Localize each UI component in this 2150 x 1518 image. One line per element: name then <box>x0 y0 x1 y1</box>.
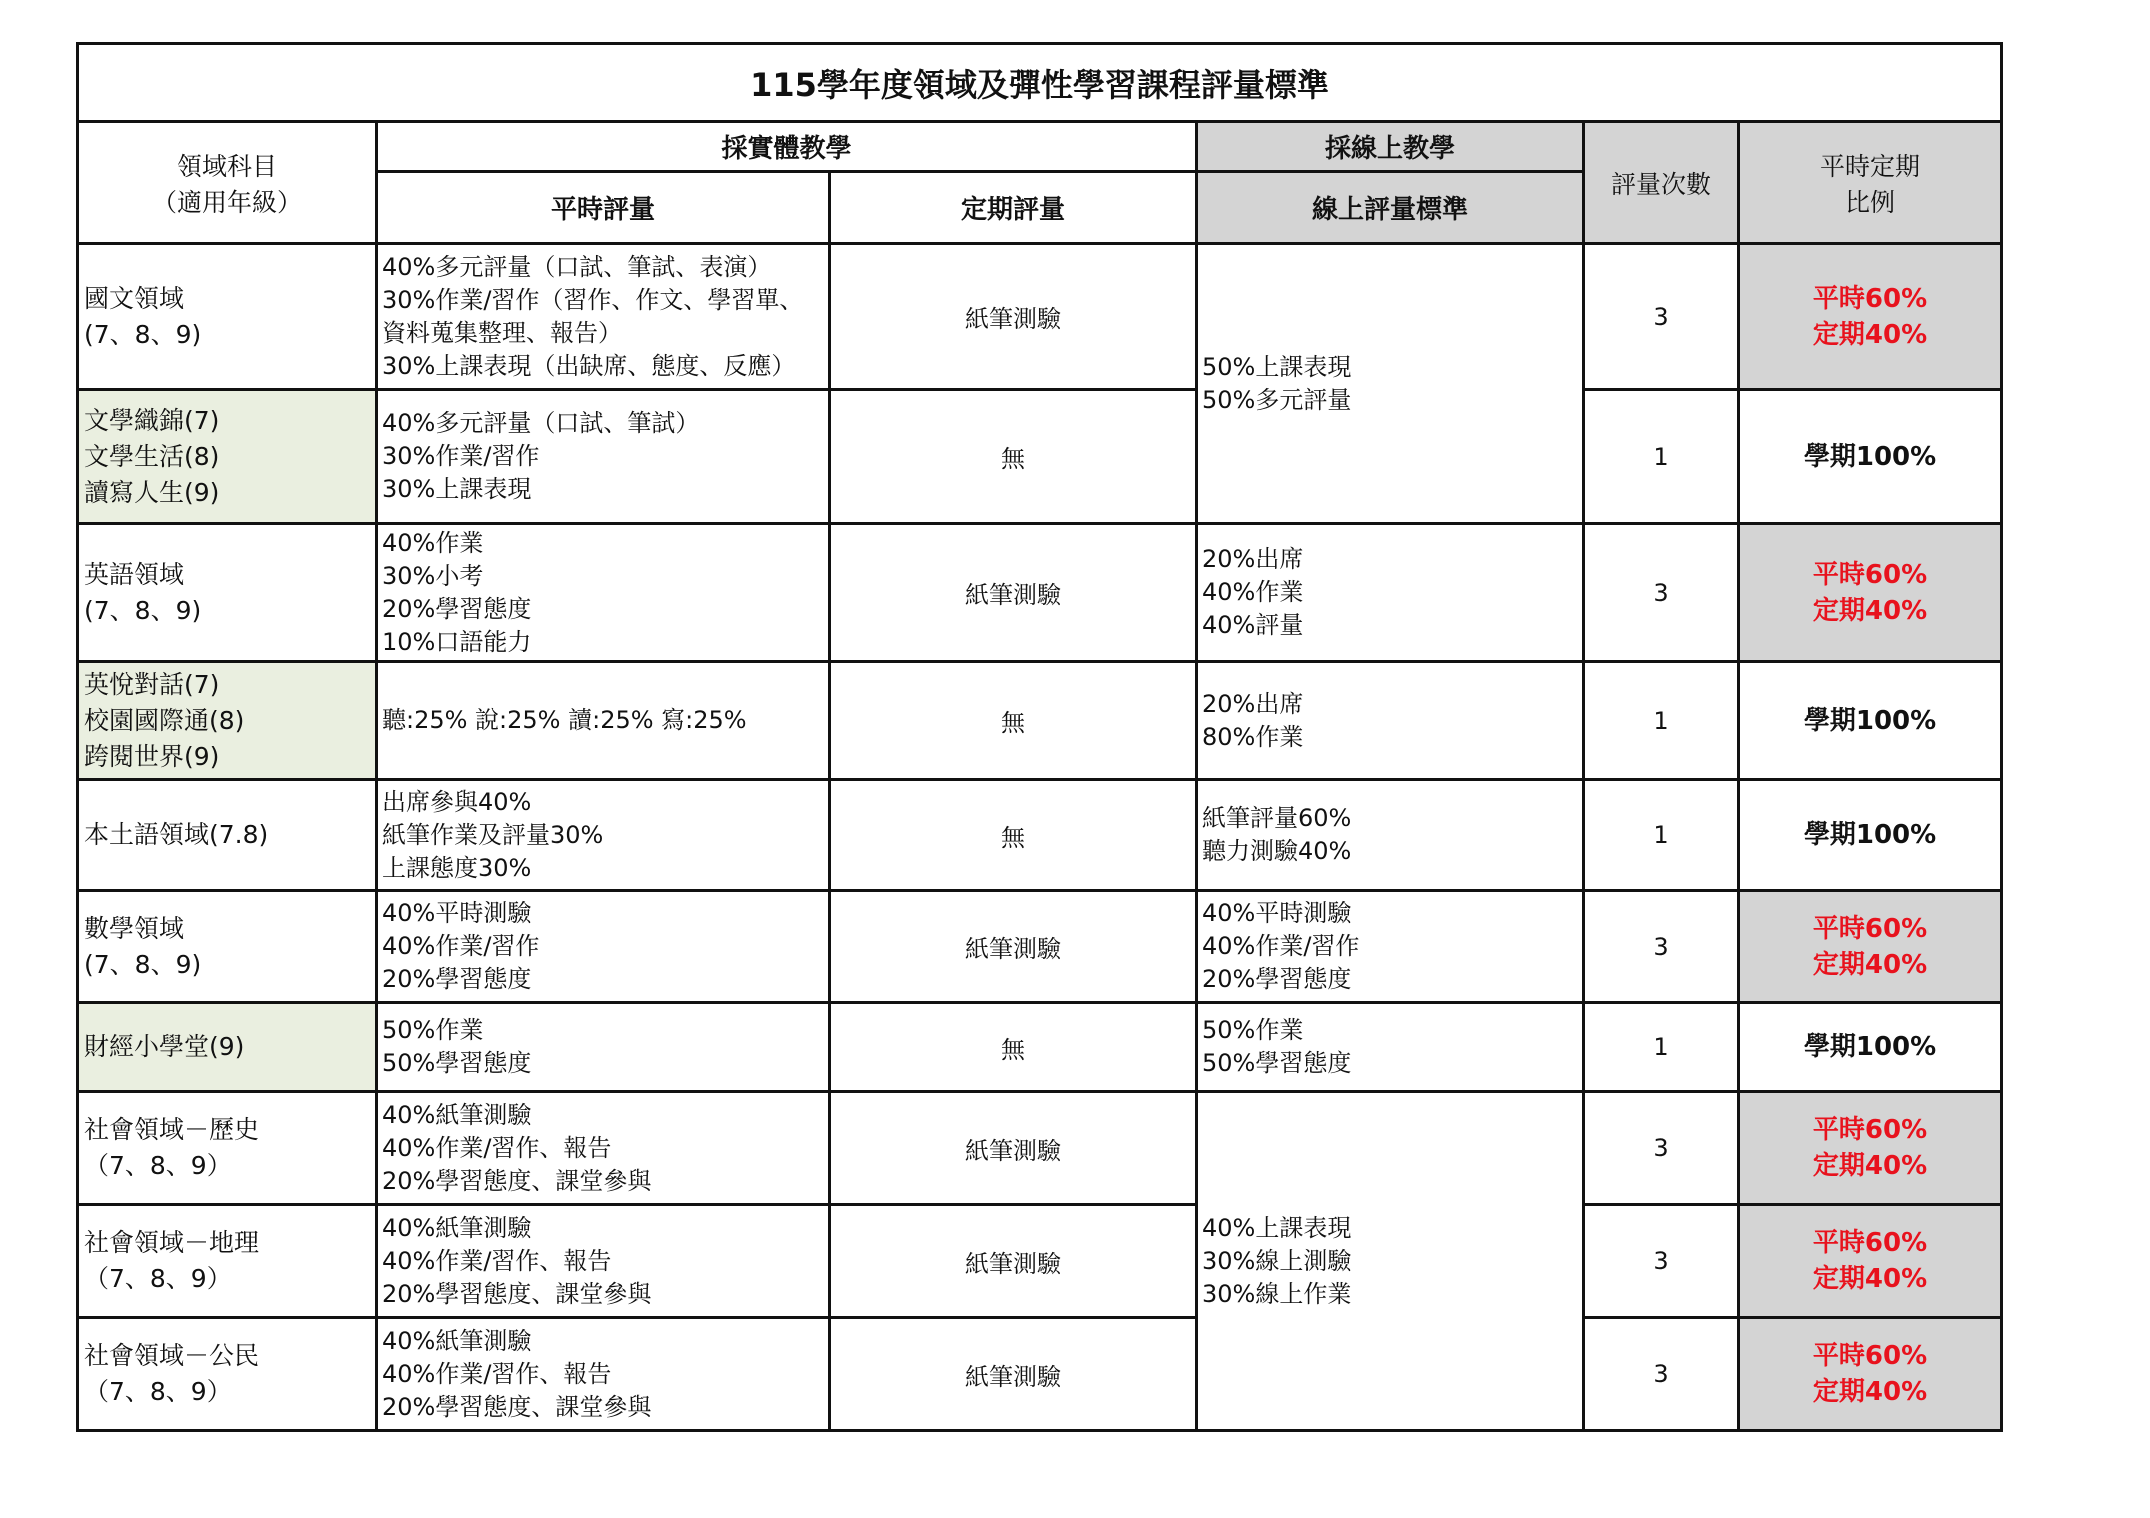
daily-item: 50%作業 <box>382 1016 484 1044</box>
periodic-cell: 紙筆測驗 <box>830 1092 1197 1205</box>
daily-cell <box>377 524 830 662</box>
header-subject-grade: （適用年級） <box>151 187 302 217</box>
online-item: 40%上課表現 <box>1202 1213 1352 1242</box>
ratio-cell <box>1739 1205 2002 1318</box>
daily-item: 紙筆作業及評量30% <box>382 820 604 849</box>
periodic-cell: 無 <box>830 390 1197 524</box>
online-cell <box>1197 1003 1584 1092</box>
header-count: 評量次數 <box>1584 122 1739 244</box>
header-online: 採線上教學 <box>1197 122 1584 172</box>
subject-name: 校園國際通(8) <box>84 705 245 735</box>
table-row <box>78 244 2002 390</box>
ratio-term: 學期100% <box>1803 441 1937 472</box>
daily-item: 20%學習態度、課堂參與 <box>382 1279 652 1308</box>
online-item: 40%平時測驗 <box>1202 899 1352 927</box>
daily-item: 40%多元評量（口試、筆試） <box>382 409 700 437</box>
subject-cell <box>78 244 377 390</box>
ratio-cell <box>1739 1003 2002 1092</box>
ratio-cell <box>1739 662 2002 780</box>
online-item: 50%上課表現 <box>1202 352 1352 381</box>
count-cell: 3 <box>1584 1318 1739 1431</box>
daily-item: 40%作業/習作、報告 <box>382 1133 612 1162</box>
online-item: 30%線上作業 <box>1202 1279 1352 1308</box>
subject-name: 讀寫人生(9) <box>84 477 220 507</box>
daily-item: 50%學習態度 <box>382 1049 532 1077</box>
ratio-daily: 平時60% <box>1812 283 1928 314</box>
daily-item: 出席參與40% <box>382 787 532 816</box>
table-row <box>78 780 2002 891</box>
header-online-standard: 線上評量標準 <box>1197 172 1584 244</box>
count-cell: 1 <box>1584 1003 1739 1092</box>
ratio-periodic: 定期40% <box>1812 1151 1928 1181</box>
subject-cell <box>78 662 377 780</box>
subject-grade: (7、8、9) <box>84 595 202 625</box>
subject-grade: （7、8、9） <box>84 1264 232 1293</box>
online-item: 80%作業 <box>1202 722 1304 751</box>
daily-cell <box>377 1003 830 1092</box>
ratio-cell <box>1739 1318 2002 1431</box>
daily-cell <box>377 780 830 891</box>
daily-item: 聽:25% 說:25% 讀:25% 寫:25% <box>382 706 747 734</box>
count-cell: 3 <box>1584 244 1739 390</box>
daily-item: 40%作業 <box>382 528 484 557</box>
subject-grade: （7、8、9） <box>84 1151 232 1180</box>
count-cell: 1 <box>1584 780 1739 891</box>
ratio-cell <box>1739 891 2002 1003</box>
online-item: 40%評量 <box>1202 611 1304 639</box>
online-item: 40%作業 <box>1202 578 1304 606</box>
subject-cell <box>78 390 377 524</box>
ratio-daily: 平時60% <box>1812 1115 1928 1145</box>
subject-name: 跨閱世界(9) <box>84 741 220 771</box>
periodic-cell: 紙筆測驗 <box>830 524 1197 662</box>
subject-name: 數學領域 <box>84 913 185 943</box>
ratio-term: 學期100% <box>1803 705 1937 736</box>
count-cell: 1 <box>1584 662 1739 780</box>
count-cell: 3 <box>1584 1092 1739 1205</box>
ratio-cell <box>1739 390 2002 524</box>
subject-cell <box>78 1092 377 1205</box>
daily-item: 40%紙筆測驗 <box>382 1326 532 1355</box>
daily-item: 40%作業/習作、報告 <box>382 1246 612 1275</box>
subject-cell <box>78 891 377 1003</box>
online-item: 20%學習態度 <box>1202 965 1352 993</box>
ratio-term: 學期100% <box>1803 820 1937 850</box>
subject-name: 英語領域 <box>84 559 185 589</box>
evaluation-table <box>76 42 2003 1432</box>
daily-item: 上課態度30% <box>382 853 532 882</box>
online-item: 40%作業/習作 <box>1202 932 1360 960</box>
header-periodic: 定期評量 <box>830 172 1197 244</box>
ratio-cell <box>1739 780 2002 891</box>
count-cell: 3 <box>1584 891 1739 1003</box>
subject-cell <box>78 1318 377 1431</box>
daily-item: 30%作業/習作 <box>382 442 540 470</box>
subject-name: 本土語領域(7.8) <box>84 820 269 849</box>
daily-item: 40%紙筆測驗 <box>382 1100 532 1129</box>
periodic-cell: 無 <box>830 780 1197 891</box>
daily-cell <box>377 1318 830 1431</box>
online-cell <box>1197 1092 1584 1431</box>
header-subject <box>78 122 377 244</box>
evaluation-standards-sheet <box>76 42 2000 1432</box>
daily-item: 30%作業/習作（習作、作文、學習單、 <box>382 285 804 314</box>
subject-name: 國文領域 <box>84 283 185 313</box>
daily-item: 40%紙筆測驗 <box>382 1213 532 1242</box>
subject-cell <box>78 524 377 662</box>
daily-item: 40%作業/習作 <box>382 932 540 960</box>
subject-cell <box>78 1205 377 1318</box>
online-item: 50%作業 <box>1202 1016 1304 1044</box>
daily-item: 20%學習態度、課堂參與 <box>382 1392 652 1421</box>
subject-cell <box>78 780 377 891</box>
ratio-cell <box>1739 1092 2002 1205</box>
online-cell <box>1197 244 1584 524</box>
daily-cell <box>377 1205 830 1318</box>
daily-item: 20%學習態度 <box>382 965 532 993</box>
daily-item: 40%作業/習作、報告 <box>382 1359 612 1388</box>
daily-cell <box>377 390 830 524</box>
subject-name: 文學織錦(7) <box>84 405 220 435</box>
periodic-cell: 紙筆測驗 <box>830 244 1197 390</box>
count-cell: 3 <box>1584 524 1739 662</box>
daily-item: 40%平時測驗 <box>382 899 532 927</box>
table-row <box>78 524 2002 662</box>
table-row <box>78 662 2002 780</box>
ratio-term: 學期100% <box>1803 1032 1937 1062</box>
table-row <box>78 1205 2002 1318</box>
online-cell <box>1197 780 1584 891</box>
online-cell <box>1197 891 1584 1003</box>
periodic-cell: 無 <box>830 662 1197 780</box>
subject-name: 財經小學堂(9) <box>84 1032 245 1061</box>
periodic-cell: 紙筆測驗 <box>830 891 1197 1003</box>
daily-item: 10%口語能力 <box>382 627 532 656</box>
ratio-cell <box>1739 244 2002 390</box>
count-cell: 1 <box>1584 390 1739 524</box>
daily-item: 20%學習態度 <box>382 594 532 623</box>
subject-name: 文學生活(8) <box>84 441 220 471</box>
table-title: 115學年度領域及彈性學習課程評量標準 <box>78 44 2002 122</box>
subject-grade: （7、8、9） <box>84 1377 232 1406</box>
ratio-periodic: 定期40% <box>1812 595 1928 626</box>
header-daily: 平時評量 <box>377 172 830 244</box>
table-row <box>78 1318 2002 1431</box>
header-subject-label: 領域科目 <box>176 151 277 181</box>
daily-item: 30%上課表現 <box>382 475 532 503</box>
online-item: 30%線上測驗 <box>1202 1246 1352 1275</box>
ratio-daily: 平時60% <box>1812 1228 1928 1258</box>
periodic-cell: 紙筆測驗 <box>830 1318 1197 1431</box>
ratio-periodic: 定期40% <box>1812 949 1928 980</box>
daily-item: 40%多元評量（口試、筆試、表演） <box>382 252 772 281</box>
subject-name: 社會領域－地理 <box>84 1228 260 1257</box>
daily-item: 20%學習態度、課堂參與 <box>382 1166 652 1195</box>
subject-name: 英悅對話(7) <box>84 669 220 699</box>
subject-cell <box>78 1003 377 1092</box>
subject-grade: (7、8、9) <box>84 319 202 349</box>
subject-name: 社會領域－歷史 <box>84 1115 260 1144</box>
ratio-cell <box>1739 524 2002 662</box>
daily-item: 30%小考 <box>382 561 484 590</box>
online-item: 20%出席 <box>1202 689 1304 718</box>
online-item: 紙筆評量60% <box>1202 804 1352 832</box>
ratio-periodic: 定期40% <box>1812 319 1928 350</box>
table-row <box>78 1003 2002 1092</box>
table-row <box>78 1092 2002 1205</box>
online-item: 50%多元評量 <box>1202 385 1352 414</box>
subject-grade: (7、8、9) <box>84 949 202 979</box>
header-physical: 採實體教學 <box>377 122 1197 172</box>
daily-cell <box>377 244 830 390</box>
periodic-cell: 紙筆測驗 <box>830 1205 1197 1318</box>
daily-cell <box>377 891 830 1003</box>
header-ratio <box>1739 122 2002 244</box>
ratio-periodic: 定期40% <box>1812 1264 1928 1294</box>
online-item: 聽力測驗40% <box>1202 837 1352 865</box>
daily-cell <box>377 1092 830 1205</box>
online-item: 20%出席 <box>1202 545 1304 573</box>
table-row <box>78 390 2002 524</box>
header-ratio-label: 平時定期 <box>1820 151 1921 181</box>
count-cell: 3 <box>1584 1205 1739 1318</box>
header-ratio-sub: 比例 <box>1845 187 1896 217</box>
ratio-daily: 平時60% <box>1812 559 1928 590</box>
ratio-daily: 平時60% <box>1812 1341 1928 1371</box>
subject-name: 社會領域－公民 <box>84 1341 260 1370</box>
table-row <box>78 891 2002 1003</box>
online-item: 50%學習態度 <box>1202 1049 1352 1077</box>
daily-item: 資料蒐集整理、報告） <box>382 318 622 347</box>
online-cell <box>1197 662 1584 780</box>
periodic-cell: 無 <box>830 1003 1197 1092</box>
daily-item: 30%上課表現（出缺席、態度、反應） <box>382 351 796 380</box>
online-cell <box>1197 524 1584 662</box>
ratio-daily: 平時60% <box>1812 913 1928 944</box>
ratio-periodic: 定期40% <box>1812 1377 1928 1407</box>
daily-cell <box>377 662 830 780</box>
